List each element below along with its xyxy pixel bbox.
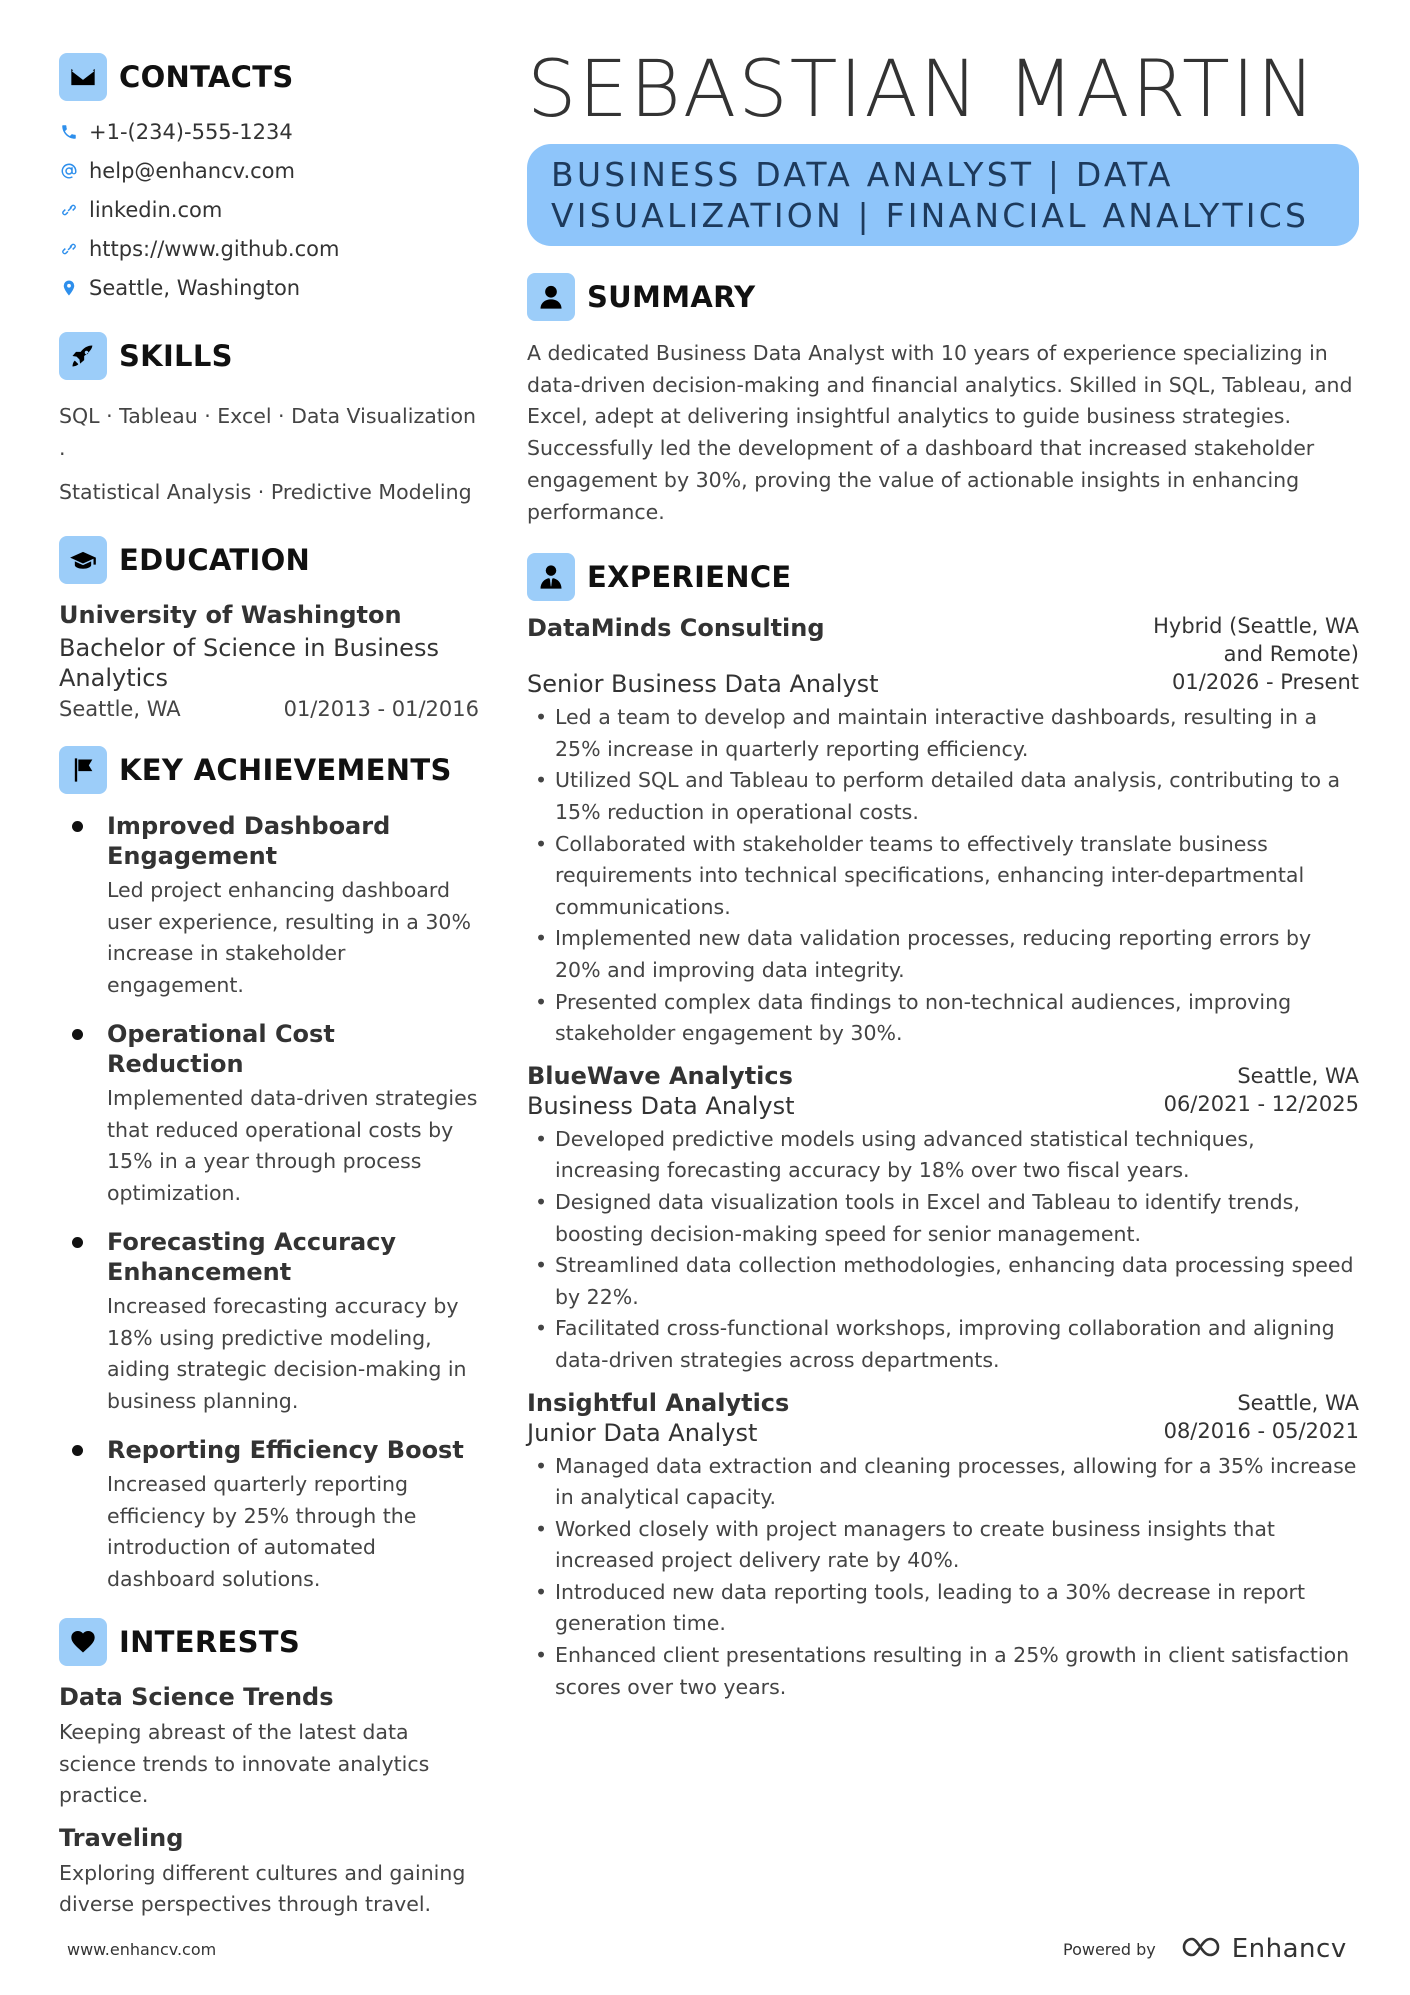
- contact-location: [59, 268, 479, 307]
- right-column: [527, 45, 1359, 1715]
- graduation-cap-icon: [59, 536, 107, 584]
- interest-item: [59, 1683, 479, 1812]
- contact-email[interactable]: [59, 151, 479, 190]
- contact-phone-text: +1-(234)-555-1234: [89, 119, 293, 144]
- education-meta: [59, 697, 479, 721]
- contact-email-text: help@enhancv.com: [89, 158, 295, 183]
- education-dates: 01/2013 - 01/2016: [283, 697, 479, 721]
- skills-title: SKILLS: [119, 339, 233, 373]
- experience-bullet: • Presented complex data findings to non-technical audiences, improving stakeholder engagement by 30%.: [527, 987, 1359, 1050]
- bullet-icon: [72, 821, 83, 832]
- experience-role: Junior Data Analyst: [527, 1418, 758, 1447]
- contact-linkedin-text: linkedin.com: [89, 197, 223, 222]
- interest-title: Traveling: [59, 1823, 184, 1852]
- contacts-title: CONTACTS: [119, 60, 294, 94]
- user-icon: [527, 273, 575, 321]
- experience-entry: [527, 1062, 1359, 1377]
- experience-location: Seattle, WA: [1237, 1063, 1359, 1088]
- achievement-item: [59, 1019, 479, 1209]
- summary-text: A dedicated Business Data Analyst with 10 years of experience specializing in data-driven decision-making and financial analytics. Skilled in SQL, Tableau, and Excel, adept at delivering insightful analytics to guide business strategies. Successfully led the development of a dashboard that increased stakeholder engagement by 30%, proving the value of actionable insights in enhancing performance.: [527, 341, 1353, 524]
- experience-bullet: • Facilitated cross-functional workshops, improving collaboration and aligning data-driven strategies across departments.: [527, 1313, 1359, 1376]
- experience-bullets: [527, 702, 1359, 1050]
- experience-header: [527, 552, 1359, 602]
- skills-header: [59, 331, 479, 381]
- tagline-banner: BUSINESS DATA ANALYST | DATA VISUALIZATION | FINANCIAL ANALYTICS: [527, 144, 1359, 246]
- enhancv-brand: Enhancv: [1231, 1934, 1347, 1964]
- experience-bullet: • Streamlined data collection methodologies, enhancing data processing speed by 22%.: [527, 1250, 1359, 1313]
- contact-linkedin[interactable]: [59, 190, 479, 229]
- experience-location: Seattle, WA: [1237, 1390, 1359, 1415]
- bullet-icon: [72, 1445, 83, 1456]
- envelope-icon: [59, 53, 107, 101]
- achievement-item: [59, 1227, 479, 1417]
- bullet-icon: [72, 1029, 83, 1040]
- achievement-desc: Increased quarterly reporting efficiency by 25% through the introduction of automated dashboard solutions.: [107, 1472, 417, 1591]
- heart-icon: [59, 1618, 107, 1666]
- summary-title: SUMMARY: [587, 280, 756, 314]
- experience-bullet: • Enhanced client presentations resulting in a 25% growth in client satisfaction scores over two years.: [527, 1640, 1359, 1703]
- achievement-desc: Implemented data-driven strategies that reduced operational costs by 15% in a year through process optimization.: [107, 1086, 478, 1205]
- interests-title: INTERESTS: [119, 1625, 301, 1659]
- achievement-item: [59, 1435, 479, 1595]
- achievement-desc: Led project enhancing dashboard user experience, resulting in a 30% increase in stakeholder engagement.: [107, 878, 471, 997]
- contact-github-text: https://www.github.com: [89, 236, 340, 261]
- left-column: [59, 52, 479, 1933]
- experience-bullet: • Implemented new data validation processes, reducing reporting errors by 20% and improving data integrity.: [527, 923, 1359, 986]
- link-icon: [59, 239, 79, 259]
- achievement-item: [59, 811, 479, 1001]
- experience-role: Senior Business Data Analyst: [527, 670, 879, 699]
- powered-by-label: Powered by: [1063, 1939, 1156, 1959]
- education-title: EDUCATION: [119, 543, 311, 577]
- interest-desc: Exploring different cultures and gaining diverse perspectives through travel.: [59, 1860, 466, 1916]
- achievement-desc: Increased forecasting accuracy by 18% using predictive modeling, aiding strategic decision-making in business planning.: [107, 1294, 467, 1413]
- education-school: University of Washington: [59, 601, 402, 629]
- experience-bullet: • Designed data visualization tools in Excel and Tableau to identify trends, boosting decision-making speed for senior management.: [527, 1187, 1359, 1250]
- link-icon: [59, 200, 79, 220]
- experience-dates: 08/2016 - 05/2021: [1163, 1418, 1359, 1443]
- achievement-title: Improved Dashboard Engagement: [107, 812, 391, 870]
- interests-header: [59, 1617, 479, 1667]
- bullet-icon: [72, 1237, 83, 1248]
- experience-entry: [527, 1389, 1359, 1704]
- experience-company: BlueWave Analytics: [527, 1061, 793, 1090]
- footer-branding[interactable]: [1063, 1934, 1347, 1964]
- experience-entry: [527, 612, 1359, 1050]
- achievements-header: [59, 745, 479, 795]
- experience-location: Hybrid (Seattle, WA and Remote): [1153, 614, 1359, 667]
- achievement-title: Reporting Efficiency Boost: [107, 1436, 464, 1464]
- education-header: [59, 535, 479, 585]
- experience-bullet: • Introduced new data reporting tools, leading to a 30% decrease in report generation time.: [527, 1577, 1359, 1640]
- at-icon: [59, 161, 79, 181]
- achievement-title: Operational Cost Reduction: [107, 1020, 335, 1078]
- phone-icon: [59, 122, 79, 142]
- experience-bullets: [527, 1451, 1359, 1704]
- experience-company: Insightful Analytics: [527, 1388, 790, 1417]
- summary-header: [527, 272, 1359, 322]
- experience-dates: 01/2026 - Present: [1172, 670, 1359, 695]
- contact-github[interactable]: [59, 229, 479, 268]
- contact-phone[interactable]: [59, 112, 479, 151]
- footer-website[interactable]: www.enhancv.com: [67, 1940, 217, 1959]
- skills-line: Statistical Analysis · Predictive Modeling: [59, 480, 472, 504]
- experience-dates: 06/2021 - 12/2025: [1163, 1091, 1359, 1116]
- experience-bullet: • Worked closely with project managers to create business insights that increased project delivery rate by 40%.: [527, 1514, 1359, 1577]
- experience-role: Business Data Analyst: [527, 1091, 795, 1120]
- skills-list: [59, 397, 479, 511]
- rocket-icon: [59, 332, 107, 380]
- experience-bullet: • Managed data extraction and cleaning processes, allowing for a 35% increase in analytical capacity.: [527, 1451, 1359, 1514]
- achievements-title: KEY ACHIEVEMENTS: [119, 753, 452, 787]
- experience-bullet: • Utilized SQL and Tableau to perform detailed data analysis, contributing to a 15% reduction in operational costs.: [527, 765, 1359, 828]
- education-location: Seattle, WA: [59, 697, 181, 721]
- experience-company: DataMinds Consulting: [527, 614, 825, 643]
- experience-bullet: • Led a team to develop and maintain interactive dashboards, resulting in a 25% increase in quarterly reporting efficiency.: [527, 702, 1359, 765]
- education-degree: Bachelor of Science in Business Analytics: [59, 634, 439, 692]
- experience-bullets: [527, 1124, 1359, 1377]
- contact-location-text: Seattle, Washington: [89, 275, 301, 300]
- interest-item: [59, 1824, 479, 1921]
- experience-bullet: • Developed predictive models using advanced statistical techniques, increasing forecasting accuracy by 18% over two fiscal years.: [527, 1124, 1359, 1187]
- contacts-header: [59, 52, 479, 102]
- map-pin-icon: [59, 278, 79, 298]
- enhancv-logo-icon: [1180, 1934, 1224, 1964]
- candidate-name: SEBASTIAN MARTIN: [527, 45, 1318, 135]
- user-tie-icon: [527, 553, 575, 601]
- flag-icon: [59, 746, 107, 794]
- skills-line: SQL · Tableau · Excel · Data Visualization ·: [59, 404, 477, 466]
- interest-desc: Keeping abreast of the latest data science trends to innovate analytics practice.: [59, 1720, 430, 1807]
- interest-title: Data Science Trends: [59, 1683, 334, 1711]
- experience-bullet: • Collaborated with stakeholder teams to effectively translate business requirements into technical specifications, enhancing inter-departmental communications.: [527, 829, 1359, 924]
- experience-title: EXPERIENCE: [587, 560, 792, 595]
- achievement-title: Forecasting Accuracy Enhancement: [107, 1228, 397, 1286]
